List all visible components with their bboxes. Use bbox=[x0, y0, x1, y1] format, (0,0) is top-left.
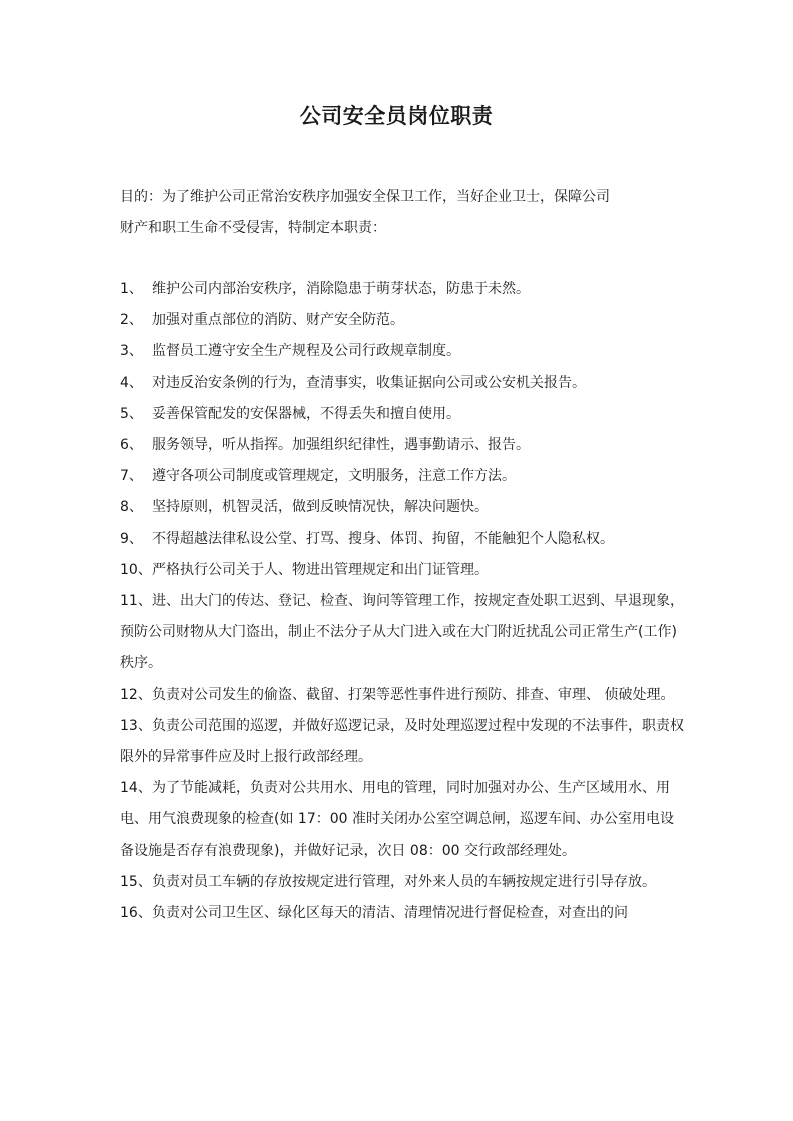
item-number: 4、 bbox=[120, 374, 143, 391]
list-item bbox=[120, 711, 685, 773]
item-number: 6、 bbox=[120, 437, 143, 454]
list-item bbox=[120, 586, 685, 680]
item-number: 12、 bbox=[120, 686, 152, 703]
item-text: 加强对重点部位的消防、财产安全防范。 bbox=[152, 312, 404, 329]
list-item bbox=[120, 524, 685, 555]
item-text: 负责对公司发生的偷盗、截留、打架等恶性事件进行预防、排查、审理、 侦破处理。 bbox=[152, 686, 675, 703]
list-item bbox=[120, 461, 685, 492]
intro-line: 财产和职工生命不受侵害，特制定本职责： bbox=[120, 220, 386, 236]
item-number: 14、 bbox=[120, 780, 152, 797]
list-item bbox=[120, 430, 685, 461]
item-text: 负责公司范围的巡逻，并做好巡逻记录，及时处理巡逻过程中发现的不法事件，职责权限外的异常事件应及时上报行政部经理。 bbox=[120, 717, 684, 766]
intro-paragraph bbox=[120, 182, 680, 244]
item-number: 9、 bbox=[120, 530, 143, 547]
list-item bbox=[120, 555, 685, 586]
list-item bbox=[120, 368, 685, 399]
item-text: 服务领导，听从指挥。加强组织纪律性，遇事勤请示、报告。 bbox=[152, 437, 530, 454]
item-number: 8、 bbox=[120, 499, 143, 516]
list-item bbox=[120, 305, 685, 336]
item-number: 13、 bbox=[120, 717, 152, 734]
item-text: 不得超越法律私设公堂、打骂、搜身、体罚、拘留，不能触犯个人隐私权。 bbox=[152, 530, 614, 547]
item-number: 1、 bbox=[120, 281, 143, 297]
item-number: 3、 bbox=[120, 343, 143, 360]
item-number: 11、 bbox=[120, 593, 152, 610]
list-item bbox=[120, 274, 685, 305]
item-text: 妥善保管配发的安保器械，不得丢失和擅自使用。 bbox=[152, 405, 460, 422]
item-number: 16、 bbox=[120, 905, 152, 922]
item-number: 10、 bbox=[120, 561, 152, 578]
item-text: 监督员工遵守安全生产规程及公司行政规章制度。 bbox=[152, 343, 460, 360]
intro-line: 目的：为了维护公司正常治安秩序加强安全保卫工作，当好企业卫士，保障公司 bbox=[120, 189, 610, 205]
list-item bbox=[120, 898, 685, 929]
item-text: 对违反治安条例的行为，查清事实，收集证据向公司或公安机关报告。 bbox=[152, 374, 586, 391]
item-text: 进、出大门的传达、登记、检查、询问等管理工作，按规定查处职工迟到、早退现象，预防公司财物从大门盗出，制止不法分子从大门进入或在大门附近扰乱公司正常生产(工作)秩序。 bbox=[120, 593, 684, 672]
item-number: 7、 bbox=[120, 468, 143, 485]
item-text: 坚持原则，机智灵活，做到反映情况快，解决问题快。 bbox=[152, 499, 488, 516]
list-item bbox=[120, 336, 685, 367]
item-text: 严格执行公司关于人、物进出管理规定和出门证管理。 bbox=[152, 561, 488, 578]
item-number: 2、 bbox=[120, 312, 143, 329]
document-title: 公司安全员岗位职责 bbox=[299, 104, 494, 128]
item-text: 负责对员工车辆的存放按规定进行管理，对外来人员的车辆按规定进行引导存放。 bbox=[152, 873, 656, 890]
item-number: 5、 bbox=[120, 405, 143, 422]
list-item bbox=[120, 867, 685, 898]
item-text: 负责对公司卫生区、绿化区每天的清洁、清理情况进行督促检查，对查出的问 bbox=[152, 905, 628, 922]
list-item bbox=[120, 399, 685, 430]
list-item bbox=[120, 492, 685, 523]
item-text: 遵守各项公司制度或管理规定，文明服务，注意工作方法。 bbox=[152, 468, 516, 485]
item-text: 为了节能减耗，负责对公共用水、用电的管理，同时加强对办公、生产区域用水、用电、用气浪费现象的检查(如 17：00 准时关闭办公室空调总闸，巡逻车间、办公室用电设备设施是否存有浪费现象)，并做好记录，次日 08：00 交行政部经理处。 bbox=[120, 780, 674, 859]
item-text: 维护公司内部治安秩序，消除隐患于萌芽状态，防患于未然。 bbox=[152, 281, 530, 297]
item-number: 15、 bbox=[120, 873, 152, 890]
duty-list bbox=[120, 274, 685, 929]
list-item bbox=[120, 773, 685, 867]
list-item bbox=[120, 680, 685, 711]
